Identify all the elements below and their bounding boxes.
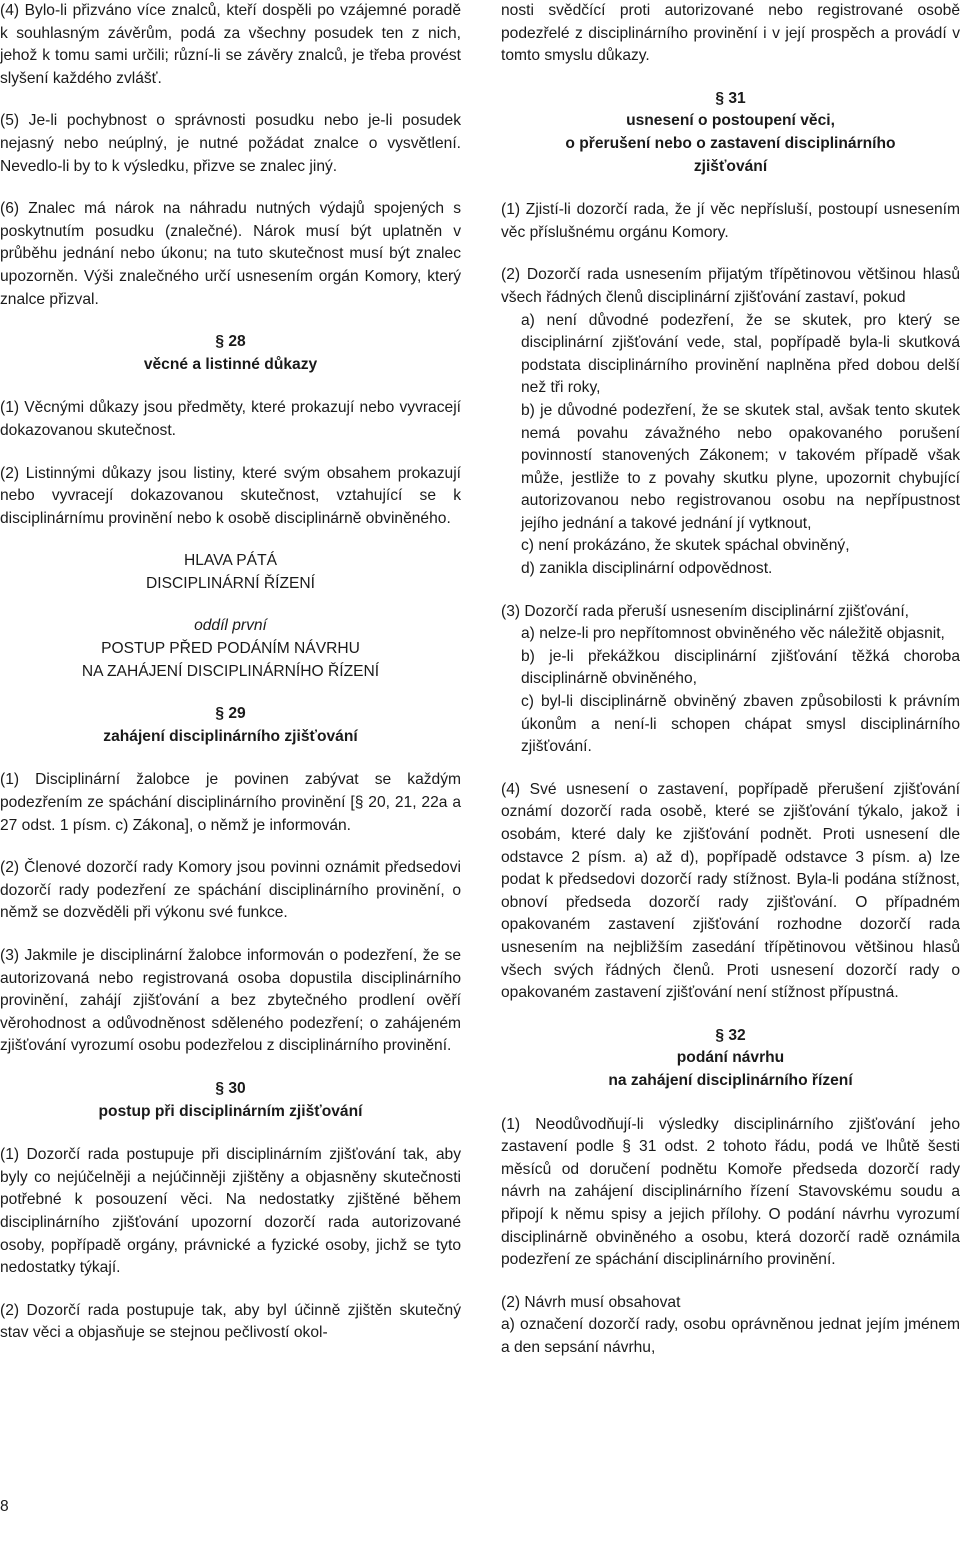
paragraph-30-2-continued: nosti svědčící proti autorizované nebo registrované osobě podezřelé z disciplinárního provinění i v její prospěch a provádí v tomto smyslu důkazy. xyxy=(501,2,960,65)
paragraph-30-2: (2) Dozorčí rada postupuje tak, aby byl účinně zjištěn skutečný stav věci a objasňuje se stejnou pečlivostí okol- xyxy=(0,1301,461,1342)
chapter-heading xyxy=(0,550,461,595)
paragraph-32-2: (2) Návrh musí obsahovat xyxy=(501,1293,681,1311)
section-29-heading xyxy=(0,703,461,748)
section-title-line2: o přerušení nebo o zastavení disciplinárního xyxy=(565,134,896,152)
section-title: postup při disciplinárním zjišťování xyxy=(98,1102,363,1120)
right-column xyxy=(501,0,960,1359)
paragraph-32-1: (1) Neodůvodňují-li výsledky disciplinárního zjišťování jeho zastavení podle § 31 odst. 2 tohoto řádu, podá ve lhůtě šesti měsíců od doručení podnětu Komoře předseda dozorčí rady návrh na zahájení disciplinárního řízení Stavovskému soudu a připojí k němu spisy a jejich přílohy. O podání návrhu vyrozumí disciplinárně obviněného a osobu, která dozorčí radě oznámila podezření ze spáchání disciplinárního provinění. xyxy=(501,1115,960,1269)
section-number: § 32 xyxy=(715,1026,746,1044)
paragraph-27-5: (5) Je-li pochybnost o správnosti posudku nebo je-li posudek nejasný nebo neúplný, je nutné požádat znalce o vysvětlení. Nevedlo-li by to k výsledku, přizve se znalec jiný. xyxy=(0,112,461,175)
paragraph-31-4: (4) Své usnesení o zastavení, popřípadě přerušení zjišťování oznámí dozorčí rada osobě, které se zjišťování týkalo, jakož i osobám, které daly ke zjišťování podnět. Proti usnesení dle odstavce 2 písm. a) až d), popřípadě odstavce 3 písm. a) lze podat k předsedovi dozorčí rady stížnost. Byla-li podána stížnost, obnoví předseda dozorčí rady zjišťování. O případném opakovaném zastavení zjišťování rozhodne dozorčí rada usnesením na nejbližším zasedání třípětinovou většinou hlasů všech svých řádných členů. Proti usnesení dozorčí rady o opakovaném zastavení zjišťování není stížnost přípustná. xyxy=(501,780,960,1002)
page-number: 8 xyxy=(0,1498,9,1515)
paragraph-29-1: (1) Disciplinární žalobce je povinen zabývat se každým podezřením ze spáchání disciplinárního provinění [§ 20, 21, 22a a 27 odst. 1 písm. c) Zákona], o němž je informován. xyxy=(0,771,461,834)
section-number: § 30 xyxy=(215,1079,246,1097)
section-number: § 28 xyxy=(215,333,246,351)
item-31-2-d: d) zanikla disciplinární odpovědnost. xyxy=(521,560,773,578)
section-28-heading xyxy=(0,331,461,376)
paragraph-31-3: (3) Dozorčí rada přeruší usnesením disciplinární zjišťování, xyxy=(501,602,909,620)
item-31-3-b: b) je-li překážkou disciplinární zjišťování těžká choroba disciplinárně obviněného, xyxy=(521,647,960,688)
subchapter-title-line2: NA ZAHÁJENÍ DISCIPLINÁRNÍHO ŘÍZENÍ xyxy=(81,662,380,680)
section-title: zahájení disciplinárního zjišťování xyxy=(103,727,358,745)
section-title-line3: zjišťování xyxy=(693,157,768,175)
item-31-2-b: b) je důvodné podezření, že se skutek stal, avšak tento skutek nemá povahu závažného nebo opakovaného porušení povinností stanovených Zákonem; v takovém případě však může, jestliže to z povahy skutku plyne, upozornit chybující autorizovanou nebo registrovanou osobu na nepřípustnost jejího jednání a takové jednání jí vytknout, xyxy=(521,401,960,532)
subchapter-heading xyxy=(0,615,461,683)
paragraph-27-6: (6) Znalec má nárok na náhradu nutných výdajů spojených s poskytnutím posudku (znalečné). Nárok musí být uplatněn v průběhu jednání nebo úkonu; na tuto skutečnost musí být znalec upozorněn. Výši znalečného určí usnesením orgán Komory, který znalce přizval. xyxy=(0,200,461,308)
item-31-2-a: a) není důvodné podezření, že se skutek, pro který se disciplinární zjišťování vede, stal, popřípadě byla-li skutková podstata disciplinárního provinění naplněna před dobou delší než tři roky, xyxy=(521,311,960,397)
paragraph-31-1: (1) Zjistí-li dozorčí rada, že jí věc nepřísluší, postoupí usnesením věc příslušnému orgánu Komory. xyxy=(501,201,960,241)
item-31-2-c: c) není prokázáno, že skutek spáchal obviněný, xyxy=(521,537,850,555)
section-31-heading xyxy=(501,88,960,178)
section-title-line1: podání návrhu xyxy=(676,1049,785,1067)
subchapter-title-line1: POSTUP PŘED PODÁNÍM NÁVRHU xyxy=(101,640,360,658)
chapter-title: DISCIPLINÁRNÍ ŘÍZENÍ xyxy=(146,574,315,592)
paragraph-31-2: (2) Dozorčí rada usnesením přijatým třípětinovou většinou hlasů všech řádných členů disciplinární zjišťování zastaví, pokud xyxy=(501,266,960,306)
subchapter-number: oddíl první xyxy=(194,617,267,635)
chapter-number: HLAVA PÁTÁ xyxy=(183,552,278,570)
paragraph-29-2: (2) Členové dozorčí rady Komory jsou povinni oznámit předsedovi dozorčí rady podezření ze spáchání disciplinárního provinění, o němž se dozvěděli při výkonu své funkce. xyxy=(0,859,461,922)
section-number: § 29 xyxy=(215,705,246,723)
section-title: věcné a listinné důkazy xyxy=(143,355,318,373)
left-column xyxy=(0,0,461,1345)
paragraph-29-3: (3) Jakmile je disciplinární žalobce informován o podezření, že se autorizovaná nebo registrovaná osoba dopustila disciplinárního provinění, zahájí zjišťování a bez zbytečného prodlení ověří věrohodnost a odůvodněnost sděleného podezření; o zahájeném zjišťování vyrozumí osobu podezřelou z disciplinárního provinění. xyxy=(0,947,461,1055)
section-number: § 31 xyxy=(715,89,746,107)
section-32-heading xyxy=(501,1025,960,1093)
section-30-heading xyxy=(0,1078,461,1123)
section-title-line2: na zahájení disciplinárního řízení xyxy=(608,1071,853,1089)
item-32-2-a: a) označení dozorčí rady, osobu oprávněnou jednat jejím jménem a den sepsání návrhu, xyxy=(501,1316,960,1356)
section-title-line1: usnesení o postoupení věci, xyxy=(626,112,835,130)
paragraph-28-1: (1) Věcnými důkazy jsou předměty, které prokazují nebo vyvracejí dokazovanou skutečnost. xyxy=(0,399,461,439)
paragraph-27-4: (4) Bylo-li přizváno více znalců, kteří dospěli po vzájemné poradě k souhlasným závěrům, podá za všechny posudek ten z nich, jehož k tomu sami určili; různí-li se závěry znalců, je třeba provést slyšení každého zvlášť. xyxy=(0,2,461,87)
item-31-3-a: a) nelze-li pro nepřítomnost obviněného věc náležitě objasnit, xyxy=(521,625,945,643)
item-31-3-c: c) byl-li disciplinárně obviněný zbaven způsobilosti k právním úkonům a není-li schopen chápat smysl disciplinárního zjišťování. xyxy=(521,693,960,756)
paragraph-30-1: (1) Dozorčí rada postupuje při disciplinárním zjišťování tak, aby byly co nejúčelněji a nejúčinněji zjištěny a objasněny skutečnosti potřebné k posouzení věci. Na nedostatky zjištěné během disciplinárního zjišťování upozorní dozorčí rada autorizované osoby, popřípadě orgány, právnické a fyzické osoby, jichž se tyto nedostatky týkají. xyxy=(0,1146,461,1277)
paragraph-28-2: (2) Listinnými důkazy jsou listiny, které svým obsahem prokazují nebo vyvracejí dokazovanou skutečnost, vztahující se k disciplinárnímu provinění nebo k osobě disciplinárně obviněného. xyxy=(0,464,461,527)
